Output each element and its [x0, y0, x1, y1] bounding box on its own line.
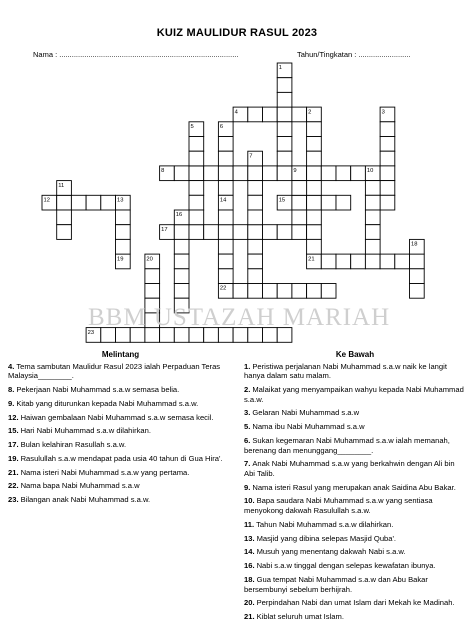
crossword-cell[interactable]: [174, 166, 189, 181]
crossword-cell[interactable]: [277, 166, 292, 181]
crossword-cell[interactable]: [218, 151, 233, 166]
crossword-cell[interactable]: [277, 225, 292, 240]
clue-text: Masjid yang dibina selepas Masjid Quba'.: [256, 533, 397, 543]
clue-text: Bapa saudara Nabi Muhammad s.a.w yang sentiasa menyokong dakwah Rasulullah s.a.w.: [244, 496, 433, 516]
across-clue: [8, 413, 233, 423]
crossword-cell[interactable]: [248, 210, 263, 225]
crossword-cell[interactable]: [336, 254, 351, 269]
clue-number: 1.: [244, 361, 251, 371]
crossword-cell[interactable]: [218, 210, 233, 225]
crossword-cell[interactable]: [218, 254, 233, 269]
across-clue: [8, 385, 233, 395]
crossword-cell[interactable]: [277, 137, 292, 152]
cell-number: 21: [308, 256, 315, 263]
crossword-cell[interactable]: [233, 166, 248, 181]
year-field[interactable]: Tahun/Tingkatan : .........................: [297, 50, 411, 59]
crossword-cell[interactable]: [174, 254, 189, 269]
watermark: BBM USTAZAH MARIAH: [88, 304, 391, 331]
down-clue: [244, 575, 466, 594]
cell-number: 7: [249, 153, 253, 160]
crossword-cell[interactable]: [321, 195, 336, 210]
down-clue: [244, 422, 466, 432]
crossword-cell[interactable]: [307, 166, 322, 181]
crossword-cell[interactable]: [277, 92, 292, 107]
crossword-cell[interactable]: [365, 239, 380, 254]
crossword-cell[interactable]: [380, 181, 395, 196]
clue-number: 2.: [244, 384, 251, 394]
cell-number: 3: [381, 109, 385, 116]
clue-text: Musuh yang menentang dakwah Nabi s.a.w.: [256, 547, 406, 557]
crossword-cell[interactable]: [263, 284, 278, 299]
crossword-cell[interactable]: [248, 225, 263, 240]
cell-number: 6: [219, 124, 224, 130]
clue-number: 16.: [244, 561, 255, 571]
clue-number: 22.: [8, 481, 19, 491]
crossword-cell[interactable]: [365, 210, 380, 225]
crossword-cell[interactable]: [248, 195, 263, 210]
crossword-cell[interactable]: [307, 225, 322, 240]
crossword-cell[interactable]: [365, 195, 380, 210]
crossword-cell[interactable]: [277, 78, 292, 93]
crossword-cell[interactable]: [307, 181, 322, 196]
crossword-cell[interactable]: [277, 122, 292, 137]
crossword-cell[interactable]: [189, 210, 204, 225]
cell-number: 8: [161, 168, 165, 175]
down-clue: [244, 534, 466, 544]
across-heading: Melintang: [101, 350, 140, 359]
clue-number: 7.: [244, 459, 251, 469]
crossword-cell[interactable]: [307, 137, 322, 152]
down-clue: [244, 459, 466, 478]
crossword-cell[interactable]: [189, 195, 204, 210]
crossword-cell[interactable]: [292, 195, 307, 210]
crossword-cell[interactable]: [410, 254, 425, 269]
crossword-cell[interactable]: [116, 210, 131, 225]
across-clue: [8, 468, 233, 478]
crossword-cell[interactable]: [277, 284, 292, 299]
down-clue: [244, 385, 466, 404]
crossword-cell[interactable]: [380, 254, 395, 269]
cell-number: 14: [219, 197, 227, 204]
cell-number: 19: [117, 256, 124, 263]
down-heading: Ke Bawah: [335, 350, 375, 359]
crossword-cell[interactable]: [307, 284, 322, 299]
crossword-cell[interactable]: [57, 195, 72, 210]
cell-number: 13: [117, 197, 124, 204]
crossword-cell[interactable]: [248, 239, 263, 254]
clue-text: Anak Nabi Muhammad s.a.w yang berkahwin dengan Ali bin Abi Talib.: [244, 459, 455, 478]
cell-number: 22: [219, 285, 227, 292]
crossword-cell[interactable]: [145, 269, 160, 284]
clue-number: 21.: [244, 612, 255, 622]
crossword-cell[interactable]: [116, 239, 131, 254]
crossword-cell[interactable]: [189, 137, 204, 152]
crossword-cell[interactable]: [292, 284, 307, 299]
crossword-cell[interactable]: [307, 210, 322, 225]
clue-number: 3.: [244, 408, 251, 418]
crossword-cell[interactable]: [321, 166, 336, 181]
crossword-cell[interactable]: [101, 195, 116, 210]
cell-number: 12: [43, 197, 50, 204]
crossword-cell[interactable]: [71, 195, 86, 210]
crossword-cell[interactable]: [116, 225, 131, 240]
clue-text: Nama isteri Rasul yang merupakan anak Saidina Abu Bakar.: [252, 482, 456, 492]
crossword-cell[interactable]: [410, 269, 425, 284]
clue-number: 20.: [244, 598, 255, 608]
clue-text: Gua tempat Nabi Muhammad s.a.w dan Abu Bakar bersembunyi sebelum berhijrah.: [244, 574, 428, 594]
cell-number: 15: [278, 197, 286, 204]
clue-number: 17.: [8, 440, 19, 450]
crossword-cell[interactable]: [365, 181, 380, 196]
clue-number: 10.: [244, 496, 255, 506]
crossword-cell[interactable]: [233, 284, 248, 299]
clue-text: Tahun Nabi Muhammad s.a.w dilahirkan.: [256, 519, 394, 529]
crossword-cell[interactable]: [218, 166, 233, 181]
down-clue: [244, 362, 466, 381]
clue-number: 23.: [8, 495, 19, 505]
across-clue: [8, 440, 233, 450]
clue-text: Nama isteri Nabi Muhammad s.a.w yang pertama.: [20, 467, 190, 477]
clue-text: Bulan kelahiran Rasullah s.a.w.: [20, 440, 127, 450]
crossword-cell[interactable]: [263, 107, 278, 122]
crossword-cell[interactable]: [292, 107, 307, 122]
cell-number: 16: [175, 212, 183, 219]
crossword-cell[interactable]: [307, 151, 322, 166]
crossword-cell[interactable]: [380, 166, 395, 181]
clue-number: 6.: [244, 435, 251, 445]
across-clue: [8, 362, 233, 381]
crossword-cell[interactable]: [321, 254, 336, 269]
across-clue: [8, 495, 233, 505]
cell-number: 17: [161, 226, 168, 233]
crossword-cell[interactable]: [189, 166, 204, 181]
crossword-cell[interactable]: [321, 284, 336, 299]
clue-text: Hari Nabi Muhammad s.a.w dilahirkan.: [20, 426, 151, 436]
clue-text: Bilangan anak Nabi Muhammad s.a.w.: [20, 495, 151, 505]
clue-text: Pekerjaan Nabi Muhammad s.a.w semasa belia.: [16, 384, 180, 394]
crossword-cell[interactable]: [380, 195, 395, 210]
crossword-cell[interactable]: [292, 181, 307, 196]
crossword-cell[interactable]: [57, 210, 72, 225]
clue-number: 12.: [8, 412, 19, 422]
crossword-cell[interactable]: [233, 225, 248, 240]
crossword-cell[interactable]: [380, 122, 395, 137]
crossword-cell[interactable]: [174, 284, 189, 299]
cell-number: 23: [87, 329, 95, 336]
clue-text: Gelaran Nabi Muhammad s.a.w: [252, 408, 360, 418]
clue-text: Kiblat seluruh umat Islam.: [256, 612, 344, 622]
crossword-cell[interactable]: [189, 181, 204, 196]
cell-number: 18: [411, 241, 418, 248]
crossword-cell[interactable]: [218, 225, 233, 240]
clue-text: Peristiwa perjalanan Nabi Muhammad s.a.w naik ke langit hanya dalam satu malam.: [244, 361, 447, 381]
crossword-cell[interactable]: [248, 269, 263, 284]
clue-text: Nama ibu Nabi Muhammad s.a.w: [252, 422, 365, 432]
down-clue: [244, 496, 466, 515]
across-clue: [8, 454, 233, 464]
crossword-cell[interactable]: [292, 225, 307, 240]
clue-number: 14.: [244, 547, 255, 557]
crossword-cell[interactable]: [395, 254, 410, 269]
crossword-cell[interactable]: [277, 107, 292, 122]
clue-text: Nabi s.a.w tinggal dengan selepas kewafatan ibunya.: [256, 561, 436, 571]
across-clue: [8, 426, 233, 436]
crossword-cell[interactable]: [218, 269, 233, 284]
clue-text: Sukan kegemaran Nabi Muhammad s.a.w ialah memanah, berenang dan menunggang________.: [244, 435, 450, 455]
crossword-cell[interactable]: [380, 151, 395, 166]
down-clue: [244, 612, 466, 622]
crossword-cell[interactable]: [336, 166, 351, 181]
clue-number: 19.: [8, 453, 19, 463]
across-clue: [8, 481, 233, 491]
clue-number: 15.: [8, 426, 19, 436]
cell-number: 11: [58, 182, 65, 189]
cell-number: 1: [278, 65, 282, 72]
clue-number: 9.: [8, 398, 15, 408]
crossword-cell[interactable]: [307, 195, 322, 210]
clue-text: Kitab yang diturunkan kepada Nabi Muhammad s.a.w.: [16, 398, 199, 408]
clue-number: 11.: [244, 519, 255, 529]
crossword-cell[interactable]: [277, 151, 292, 166]
crossword-cell[interactable]: [174, 239, 189, 254]
crossword-cell[interactable]: [189, 225, 204, 240]
crossword-cell[interactable]: [380, 137, 395, 152]
down-clue: [244, 520, 466, 530]
cell-number: 9: [293, 168, 297, 175]
cell-number: 20: [146, 256, 153, 263]
crossword-cell[interactable]: [248, 254, 263, 269]
clue-text: Rasulullah s.a.w mendapat pada usia 40 tahun di Gua Hira'.: [20, 453, 223, 463]
cell-number: 4: [234, 109, 238, 116]
crossword-cell[interactable]: [351, 166, 366, 181]
clue-number: 4.: [8, 361, 15, 371]
crossword-cell[interactable]: [351, 254, 366, 269]
clue-number: 8.: [8, 384, 15, 394]
clue-number: 18.: [244, 574, 255, 584]
crossword-cell[interactable]: [336, 195, 351, 210]
crossword-cell[interactable]: [248, 181, 263, 196]
crossword-cell[interactable]: [204, 166, 219, 181]
down-clues: [244, 350, 466, 626]
down-clue: [244, 436, 466, 455]
crossword-cell[interactable]: [145, 284, 160, 299]
crossword-cell[interactable]: [263, 225, 278, 240]
clue-number: 5.: [244, 422, 251, 432]
crossword-cell[interactable]: [248, 107, 263, 122]
cell-number: 5: [190, 124, 194, 130]
down-clue: [244, 547, 466, 557]
crossword-cell[interactable]: [263, 166, 278, 181]
clue-text: Haiwan gembalaan Nabi Muhammad s.a.w semasa kecil.: [20, 412, 214, 422]
clue-number: 21.: [8, 467, 19, 477]
down-clue: [244, 598, 466, 608]
crossword-cell[interactable]: [307, 122, 322, 137]
clue-number: 9.: [244, 482, 251, 492]
crossword-cell[interactable]: [365, 254, 380, 269]
across-clues: [8, 350, 233, 509]
name-field[interactable]: Nama : ......................................................................................: [33, 50, 239, 59]
page-title: KUIZ MAULIDUR RASUL 2023: [156, 27, 318, 39]
crossword-cell[interactable]: [248, 166, 263, 181]
crossword-cell[interactable]: [57, 225, 72, 240]
down-clue: [244, 561, 466, 571]
crossword-cell[interactable]: [174, 269, 189, 284]
crossword-cell[interactable]: [365, 225, 380, 240]
crossword-cell[interactable]: [307, 239, 322, 254]
clue-text: Perpindahan Nabi dan umat Islam dari Mekah ke Madinah.: [256, 598, 455, 608]
cell-number: 10: [366, 168, 374, 175]
crossword-cell[interactable]: [189, 151, 204, 166]
crossword-cell[interactable]: [218, 137, 233, 152]
cell-number: 2: [308, 109, 312, 116]
crossword-cell[interactable]: [86, 195, 101, 210]
clue-text: Tema sambutan Maulidur Rasul 2023 ialah Perpaduan Teras Malaysia________.: [8, 361, 221, 381]
clue-text: Malaikat yang menyampaikan wahyu kepada Nabi Muhammad s.a.w.: [244, 384, 464, 404]
across-clue: [8, 399, 233, 409]
crossword-cell[interactable]: [248, 284, 263, 299]
down-clue: [244, 408, 466, 418]
clue-text: Nama bapa Nabi Muhammad s.a.w: [20, 481, 140, 491]
clue-number: 13.: [244, 533, 255, 543]
down-clue: [244, 483, 466, 493]
crossword-cell[interactable]: [174, 225, 189, 240]
crossword-cell[interactable]: [410, 284, 425, 299]
crossword-cell[interactable]: [204, 225, 219, 240]
crossword-cell[interactable]: [218, 181, 233, 196]
crossword-cell[interactable]: [218, 239, 233, 254]
crossword-cell[interactable]: [292, 210, 307, 225]
